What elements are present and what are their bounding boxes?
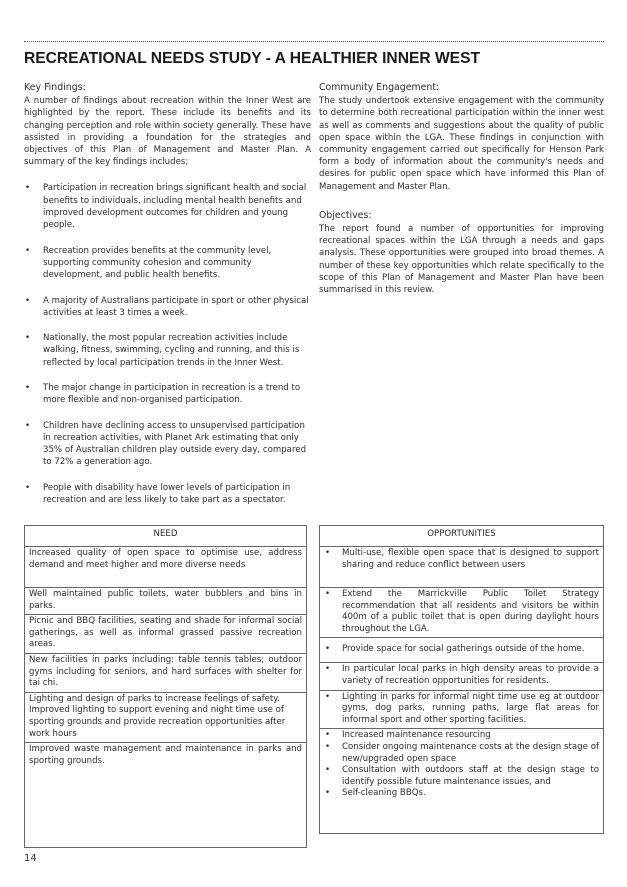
list-item: • Recreation provides benefits at the community level, supporting community cohesion and community development, and public health benefits.: [24, 245, 311, 282]
opportunity-cell: [320, 690, 604, 729]
left-column: [24, 82, 311, 519]
community-engagement-heading: Community Engagement:: [319, 82, 440, 93]
key-findings-intro: A number of findings about recreation within the Inner West are highlighted by the report. These include its benefits and its changing perception and role within society generally. These have assisted in providing a foundation for the strategies and objectives of this Plan of Management and Master Plan. A summary of the key findings includes;: [24, 96, 311, 168]
key-findings-list: [24, 182, 311, 506]
opportunity-cell: [320, 588, 604, 638]
community-engagement-text: The study undertook extensive engagement with the community to determine both recreational participation within the inner west as well as comments and suggestions about the quality of public open space within the LGA. These findings in conjunction with community engagement carried out specifically for Henson Park form a body of information about the community's needs and desires for public open space which have informed this Plan of Management and Master Plan.: [319, 96, 604, 192]
need-table: [24, 525, 307, 848]
list-item: • Children have declining access to unsupervised participation in recreation activities, with Planet Ark estimating that only 35% of Australian children play outside every day, compared to 72% a generation ago.: [24, 420, 311, 469]
opportunity-cell: [320, 547, 604, 588]
need-cell: Picnic and BBQ facilities, seating and shade for informal social gatherings, as well as informal grassed passive recreation areas.: [25, 615, 307, 654]
need-cell: Increased quality of open space to optimise use, address demand and meet higher and more diverse needs: [25, 547, 307, 588]
list-item: • Consider ongoing maintenance costs at the design stage of new/upgraded open space: [324, 742, 599, 765]
need-cell: Lighting and design of parks to increase feelings of safety. Improved lighting to support evening and night time use of sporting grounds and provide recreation opportunities after work hours: [25, 692, 307, 742]
header-dotted-rule: [24, 41, 604, 42]
opportunities-table: [319, 525, 604, 834]
list-item: • Extend the Marrickville Public Toilet Strategy recommendation that all residents and visitors be within 400m of a public toilet that is open during daylight hours throughout the LGA.: [324, 589, 599, 635]
need-cell: Improved waste management and maintenance in parks and sporting grounds.: [25, 743, 307, 848]
list-item: • Increased maintenance resourcing: [324, 730, 599, 742]
key-findings-heading: Key Findings:: [24, 82, 86, 93]
objectives-heading: Objectives:: [319, 209, 372, 221]
opportunity-cell: [320, 638, 604, 663]
list-item: • People with disability have lower levels of participation in recreation and are less likely to take part as a spectator.: [24, 482, 311, 507]
need-cell: New facilities in parks including: table tennis tables; outdoor gyms including for seniors, and hard surfaces with shelter for tai chi.: [25, 653, 307, 692]
need-cell: Well maintained public toilets, water bubblers and bins in parks.: [25, 588, 307, 615]
page-number: 14: [24, 853, 37, 864]
objectives-text: The report found a number of opportunities for improving recreational spaces within the LGA through a needs and gaps analysis. These opportunities were grouped into broad themes. A number of these key opportunities which relate specifically to the scope of this Plan of Management and Master Plan have been summarised in this review.: [319, 224, 604, 296]
right-column: [319, 82, 604, 296]
list-item: • Self-cleaning BBQs.: [324, 788, 599, 800]
list-item: • A majority of Australians participate in sport or other physical activities at least 3 times a week.: [24, 295, 311, 320]
opportunity-cell: [320, 729, 604, 834]
list-item: • Consultation with outdoors staff at the design stage to identify possible future maintenance issues, and: [324, 765, 599, 788]
opportunity-cell: [320, 663, 604, 690]
list-item: • The major change in participation in recreation is a trend to more flexible and non-organised participation.: [24, 382, 311, 407]
list-item: • Nationally, the most popular recreation activities include walking, fitness, swimming, cycling and running, and this is reflected by local participation trends in the Inner West.: [24, 332, 311, 369]
opportunities-header: OPPORTUNITIES: [320, 526, 604, 547]
list-item: • Lighting in parks for informal night time use eg at outdoor gyms, dog parks, running paths, large flat areas for informal sport and other sporting facilities.: [324, 692, 599, 727]
list-item: • In particular local parks in high density areas to provide a variety of recreation opportunities for residents.: [324, 664, 599, 687]
list-item: • Provide space for social gatherings outside of the home.: [324, 644, 599, 656]
list-item: • Participation in recreation brings significant health and social benefits to individuals, including mental health benefits and improved development outcomes for children and young people.: [24, 182, 311, 231]
page-title: RECREATIONAL NEEDS STUDY - A HEALTHIER INNER WEST: [24, 50, 480, 67]
list-item: • Multi-use, flexible open space that is designed to support sharing and reduce conflict between users: [324, 548, 599, 571]
need-header: NEED: [25, 526, 307, 547]
